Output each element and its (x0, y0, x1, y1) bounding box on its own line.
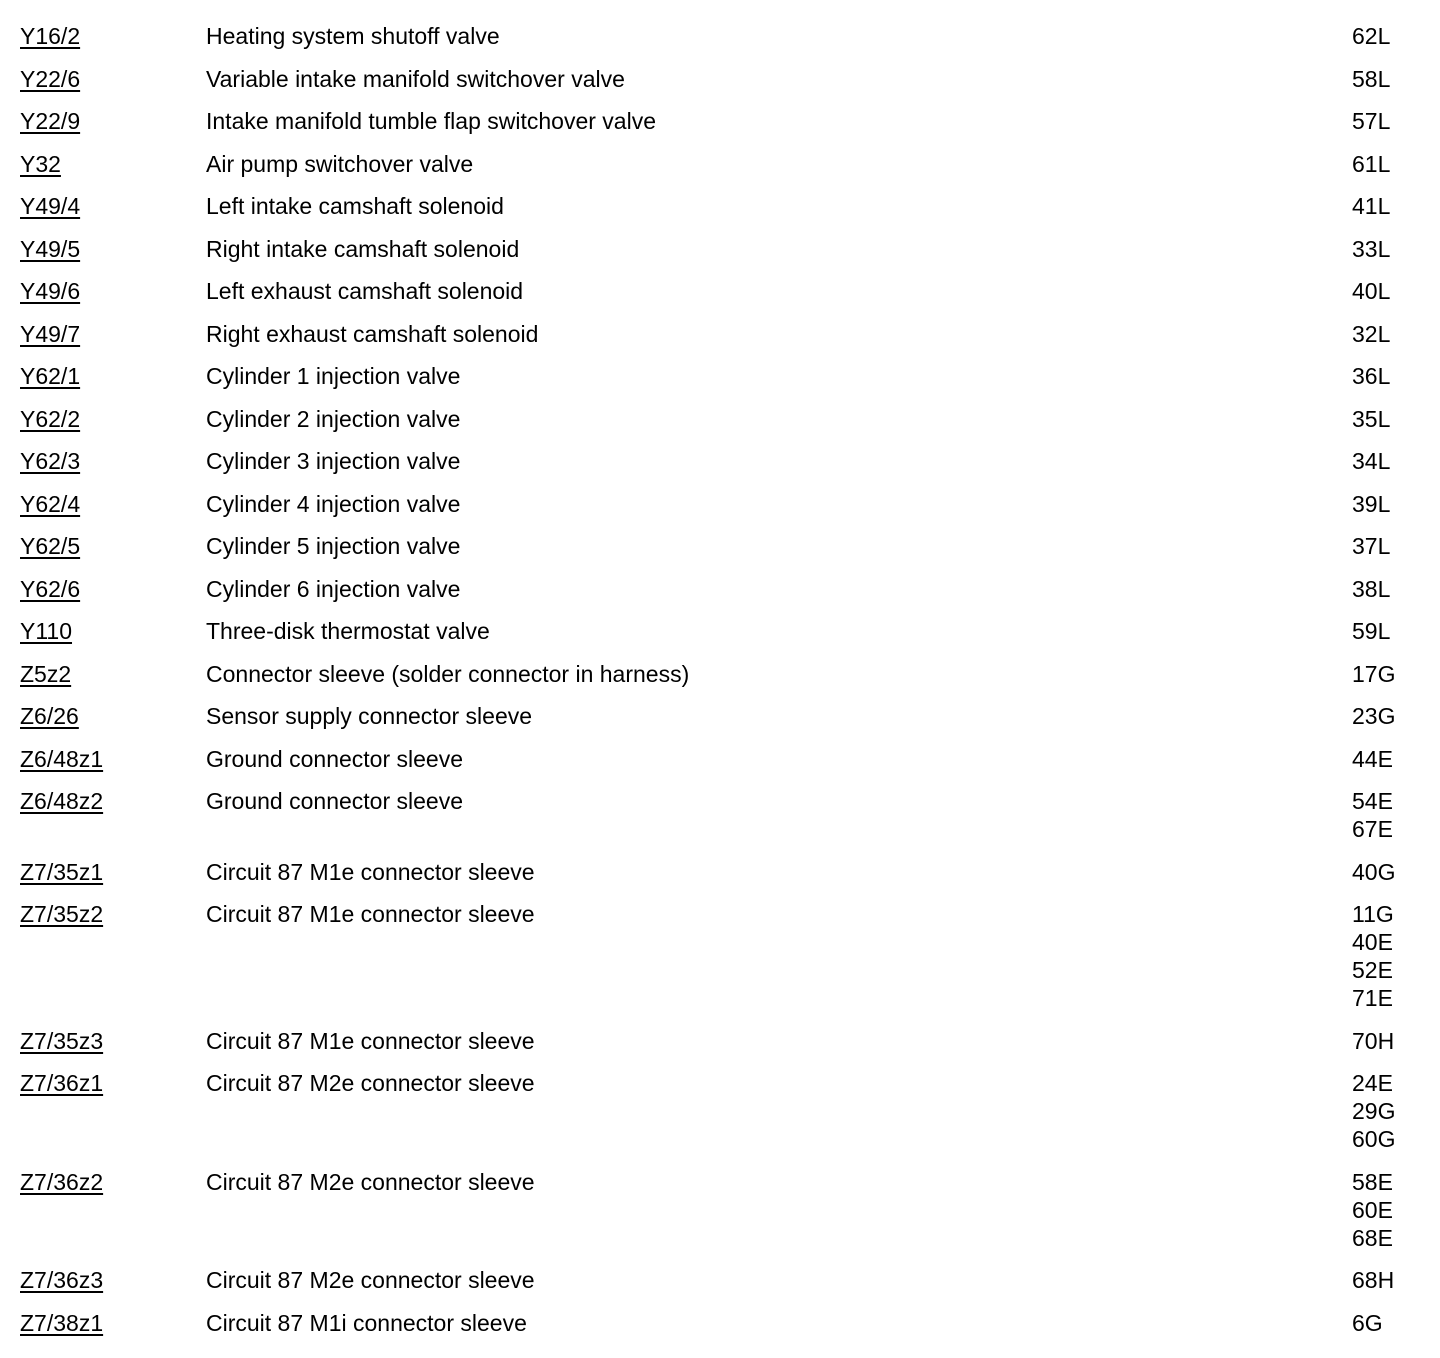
component-code-link[interactable]: Y49/7 (20, 321, 81, 347)
grid-reference: 61L (1352, 151, 1391, 177)
component-code-link[interactable]: Y49/5 (20, 236, 81, 262)
component-description: Circuit 87 M2e connector sleeve (206, 1070, 535, 1096)
component-description: Left exhaust camshaft solenoid (206, 278, 524, 304)
component-description: Heating system shutoff valve (206, 23, 500, 49)
grid-reference: 41L (1352, 193, 1391, 219)
grid-reference-list (1352, 787, 1393, 843)
grid-reference-list (1352, 900, 1394, 1012)
component-description: Sensor supply connector sleeve (206, 703, 533, 729)
grid-reference-list (1352, 192, 1390, 220)
grid-reference: 34L (1352, 448, 1391, 474)
component-description: Circuit 87 M1e connector sleeve (206, 901, 535, 927)
grid-reference: 70H (1352, 1028, 1395, 1054)
component-code-link[interactable]: Y49/6 (20, 278, 81, 304)
component-code-link[interactable]: Z6/48z1 (20, 746, 104, 772)
component-description: Cylinder 1 injection valve (206, 363, 461, 389)
grid-reference-list (1352, 1168, 1393, 1252)
grid-reference-list (1352, 1266, 1394, 1294)
component-code-link[interactable]: Y32 (20, 151, 61, 177)
component-description: Cylinder 4 injection valve (206, 491, 461, 517)
component-code-link[interactable]: Y110 (20, 618, 73, 644)
grid-reference-list (1352, 150, 1390, 178)
grid-reference: 39L (1352, 491, 1391, 517)
grid-reference-list (1352, 235, 1390, 263)
grid-reference: 6G (1352, 1310, 1383, 1336)
component-description: Right exhaust camshaft solenoid (206, 321, 539, 347)
grid-reference-list (1352, 660, 1395, 688)
component-description: Cylinder 6 injection valve (206, 576, 461, 602)
component-code-link[interactable]: Z7/36z1 (20, 1070, 104, 1096)
component-code-link[interactable]: Z7/38z1 (20, 1310, 104, 1336)
component-description: Air pump switchover valve (206, 151, 474, 177)
component-code-link[interactable]: Y22/6 (20, 66, 81, 92)
grid-reference-list (1352, 22, 1390, 50)
grid-reference: 35L (1352, 406, 1391, 432)
component-code-link[interactable]: Y62/3 (20, 448, 81, 474)
grid-reference-list (1352, 1027, 1394, 1055)
grid-reference: 33L (1352, 236, 1391, 262)
component-description: Circuit 87 M1e connector sleeve (206, 1028, 535, 1054)
grid-reference: 58E (1352, 1169, 1393, 1195)
grid-reference-list (1352, 1069, 1395, 1153)
component-code-link[interactable]: Z7/36z3 (20, 1267, 104, 1293)
component-description: Left intake camshaft solenoid (206, 193, 504, 219)
grid-reference-list (1352, 1309, 1383, 1337)
grid-reference-list (1352, 405, 1390, 433)
component-description: Circuit 87 M1i connector sleeve (206, 1310, 527, 1336)
grid-reference: 68E (1352, 1225, 1393, 1251)
grid-reference-list (1352, 107, 1390, 135)
grid-reference-list (1352, 617, 1390, 645)
grid-reference: 29G (1352, 1098, 1396, 1124)
grid-reference-list (1352, 277, 1390, 305)
component-code-link[interactable]: Y22/9 (20, 108, 81, 134)
component-description: Connector sleeve (solder connector in harness) (206, 661, 690, 687)
grid-reference: 40L (1352, 278, 1391, 304)
component-code-link[interactable]: Z6/48z2 (20, 788, 104, 814)
grid-reference: 59L (1352, 618, 1391, 644)
component-description: Cylinder 2 injection valve (206, 406, 461, 432)
grid-reference: 54E (1352, 788, 1393, 814)
component-description: Ground connector sleeve (206, 746, 463, 772)
grid-reference-list (1352, 490, 1390, 518)
grid-reference-list (1352, 575, 1390, 603)
component-description: Cylinder 3 injection valve (206, 448, 461, 474)
grid-reference: 32L (1352, 321, 1391, 347)
grid-reference-list (1352, 532, 1390, 560)
grid-reference: 71E (1352, 985, 1393, 1011)
component-description: Three-disk thermostat valve (206, 618, 490, 644)
grid-reference: 62L (1352, 23, 1391, 49)
component-code-link[interactable]: Z6/26 (20, 703, 79, 729)
component-code-link[interactable]: Z7/35z2 (20, 901, 104, 927)
component-description: Circuit 87 M1e connector sleeve (206, 859, 535, 885)
grid-reference: 38L (1352, 576, 1391, 602)
component-description: Right intake camshaft solenoid (206, 236, 520, 262)
grid-reference-list (1352, 65, 1390, 93)
grid-reference: 17G (1352, 661, 1396, 687)
component-code-link[interactable]: Y62/1 (20, 363, 81, 389)
grid-reference: 11G (1352, 901, 1394, 927)
grid-reference: 57L (1352, 108, 1391, 134)
grid-reference: 23G (1352, 703, 1396, 729)
component-code-link[interactable]: Z5z2 (20, 661, 72, 687)
grid-reference: 68H (1352, 1267, 1395, 1293)
component-description: Intake manifold tumble flap switchover valve (206, 108, 656, 134)
grid-reference-list (1352, 320, 1390, 348)
component-code-link[interactable]: Z7/35z1 (20, 859, 104, 885)
component-description: Ground connector sleeve (206, 788, 463, 814)
grid-reference-list (1352, 447, 1390, 475)
grid-reference-list (1352, 362, 1390, 390)
component-description: Circuit 87 M2e connector sleeve (206, 1267, 535, 1293)
component-code-link[interactable]: Z7/35z3 (20, 1028, 104, 1054)
grid-reference: 40G (1352, 859, 1396, 885)
component-code-link[interactable]: Y16/2 (20, 23, 81, 49)
component-description: Cylinder 5 injection valve (206, 533, 461, 559)
grid-reference: 60E (1352, 1197, 1393, 1223)
grid-reference-list (1352, 702, 1395, 730)
component-code-link[interactable]: Y49/4 (20, 193, 81, 219)
component-code-link[interactable]: Z7/36z2 (20, 1169, 104, 1195)
grid-reference-list (1352, 745, 1393, 773)
grid-reference: 67E (1352, 816, 1393, 842)
grid-reference: 37L (1352, 533, 1391, 559)
grid-reference: 40E (1352, 929, 1393, 955)
grid-reference-list (1352, 858, 1395, 886)
component-code-link[interactable]: Y62/6 (20, 576, 81, 602)
grid-reference: 52E (1352, 957, 1393, 983)
component-code-link[interactable]: Y62/2 (20, 406, 81, 432)
component-code-link[interactable]: Y62/4 (20, 491, 81, 517)
grid-reference: 44E (1352, 746, 1393, 772)
grid-reference: 60G (1352, 1126, 1396, 1152)
grid-reference: 24E (1352, 1070, 1393, 1096)
grid-reference: 58L (1352, 66, 1391, 92)
grid-reference: 36L (1352, 363, 1391, 389)
component-description: Variable intake manifold switchover valve (206, 66, 625, 92)
component-code-link[interactable]: Y62/5 (20, 533, 81, 559)
component-description: Circuit 87 M2e connector sleeve (206, 1169, 535, 1195)
